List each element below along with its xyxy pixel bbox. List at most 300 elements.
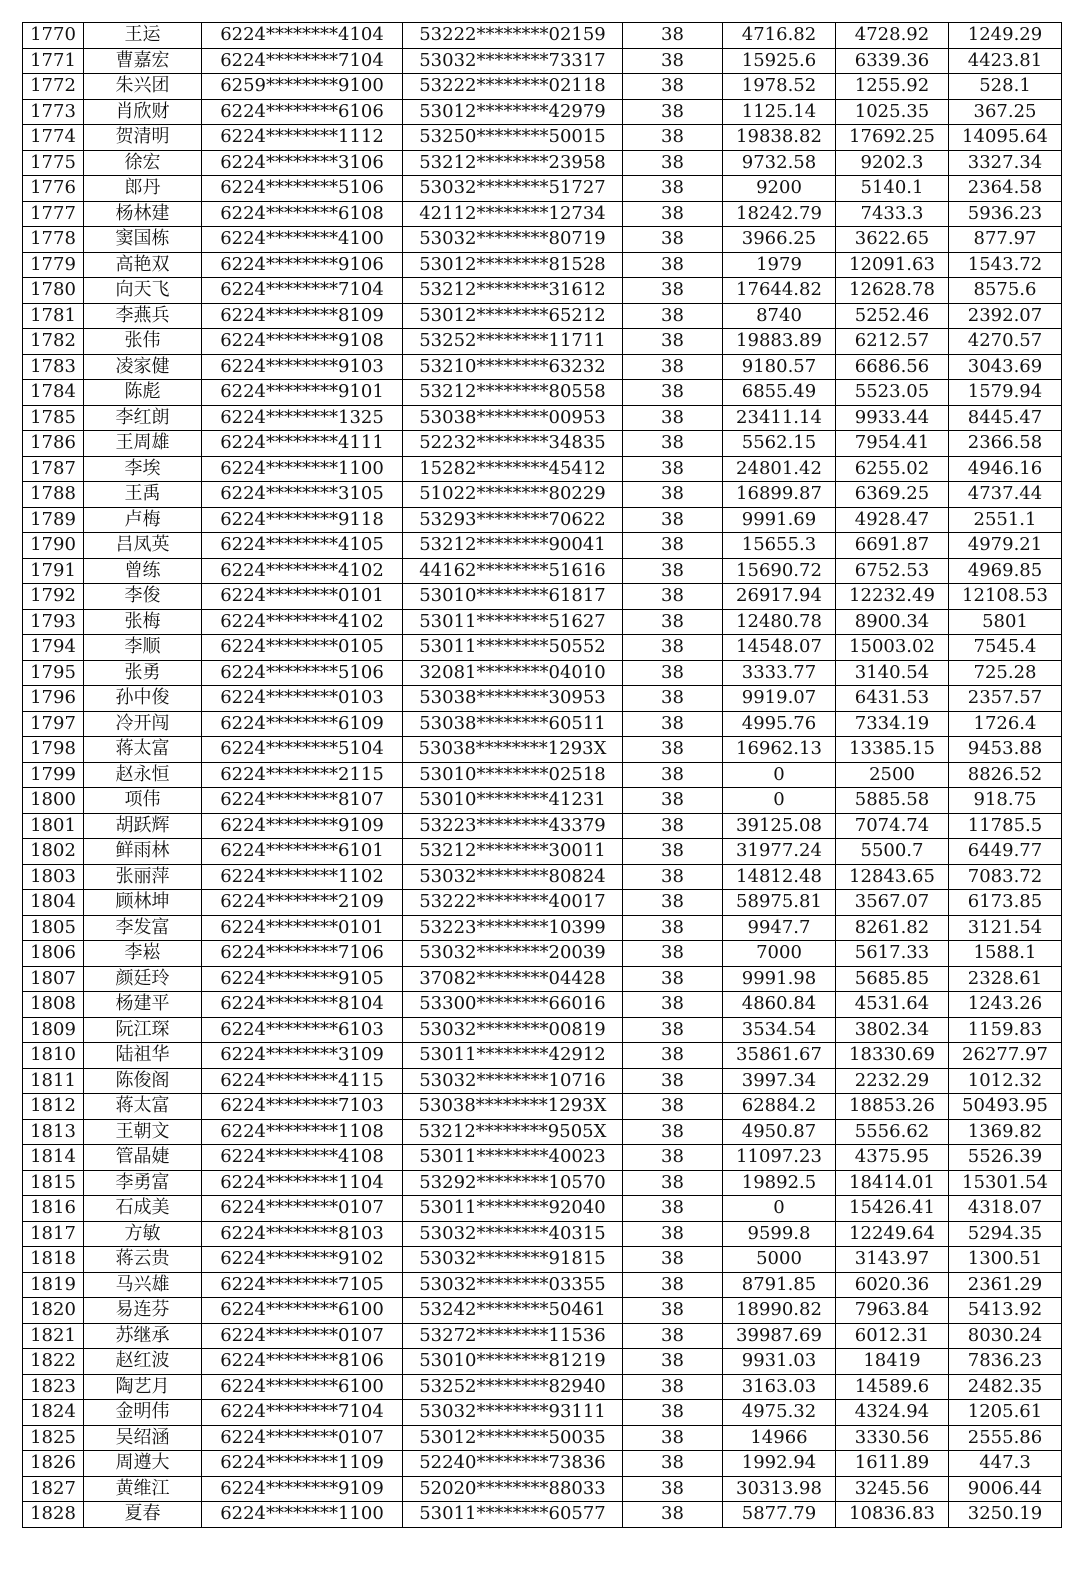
cell-id-number: 53032********73317 bbox=[403, 48, 623, 74]
cell-amount-3: 4423.81 bbox=[949, 48, 1062, 74]
cell-row-number: 1815 bbox=[23, 1170, 84, 1196]
cell-name: 吴绍涵 bbox=[84, 1425, 202, 1451]
cell-id-number: 53032********10716 bbox=[403, 1068, 623, 1094]
cell-name: 张勇 bbox=[84, 660, 202, 686]
cell-row-number: 1810 bbox=[23, 1043, 84, 1069]
cell-bank-card: 6224********6103 bbox=[202, 1017, 403, 1043]
cell-name: 高艳双 bbox=[84, 252, 202, 278]
cell-id-number: 53212********23958 bbox=[403, 150, 623, 176]
table-row bbox=[23, 201, 1062, 227]
cell-amount-1: 16962.13 bbox=[723, 737, 836, 763]
cell-count: 38 bbox=[623, 1196, 723, 1222]
cell-amount-1: 5877.79 bbox=[723, 1502, 836, 1528]
cell-id-number: 53223********10399 bbox=[403, 915, 623, 941]
cell-bank-card: 6224********9106 bbox=[202, 252, 403, 278]
table-row bbox=[23, 1017, 1062, 1043]
cell-name: 方敏 bbox=[84, 1221, 202, 1247]
cell-row-number: 1792 bbox=[23, 584, 84, 610]
cell-name: 杨林建 bbox=[84, 201, 202, 227]
cell-amount-3: 15301.54 bbox=[949, 1170, 1062, 1196]
cell-amount-2: 3330.56 bbox=[836, 1425, 949, 1451]
cell-count: 38 bbox=[623, 1451, 723, 1477]
cell-amount-1: 15655.3 bbox=[723, 533, 836, 559]
table-row bbox=[23, 329, 1062, 355]
table-row bbox=[23, 507, 1062, 533]
cell-amount-1: 17644.82 bbox=[723, 278, 836, 304]
cell-count: 38 bbox=[623, 405, 723, 431]
cell-count: 38 bbox=[623, 1323, 723, 1349]
cell-amount-2: 1025.35 bbox=[836, 99, 949, 125]
cell-amount-3: 1159.83 bbox=[949, 1017, 1062, 1043]
cell-amount-2: 6212.57 bbox=[836, 329, 949, 355]
cell-amount-2: 5523.05 bbox=[836, 380, 949, 406]
cell-amount-1: 23411.14 bbox=[723, 405, 836, 431]
table-row bbox=[23, 762, 1062, 788]
cell-name: 易连芬 bbox=[84, 1298, 202, 1324]
cell-id-number: 53252********82940 bbox=[403, 1374, 623, 1400]
cell-bank-card: 6224********5104 bbox=[202, 737, 403, 763]
cell-name: 蒋太富 bbox=[84, 1094, 202, 1120]
cell-bank-card: 6224********0101 bbox=[202, 584, 403, 610]
cell-name: 马兴雄 bbox=[84, 1272, 202, 1298]
cell-row-number: 1819 bbox=[23, 1272, 84, 1298]
cell-bank-card: 6224********1104 bbox=[202, 1170, 403, 1196]
cell-bank-card: 6224********6106 bbox=[202, 99, 403, 125]
cell-count: 38 bbox=[623, 1272, 723, 1298]
cell-row-number: 1806 bbox=[23, 941, 84, 967]
cell-bank-card: 6224********4115 bbox=[202, 1068, 403, 1094]
cell-name: 顾林坤 bbox=[84, 890, 202, 916]
cell-row-number: 1811 bbox=[23, 1068, 84, 1094]
cell-amount-1: 5000 bbox=[723, 1247, 836, 1273]
cell-bank-card: 6224********7105 bbox=[202, 1272, 403, 1298]
cell-name: 王禹 bbox=[84, 482, 202, 508]
cell-amount-3: 5413.92 bbox=[949, 1298, 1062, 1324]
cell-amount-2: 5140.1 bbox=[836, 176, 949, 202]
table-row bbox=[23, 1502, 1062, 1528]
cell-amount-1: 58975.81 bbox=[723, 890, 836, 916]
table-body bbox=[23, 23, 1062, 1528]
cell-amount-1: 1992.94 bbox=[723, 1451, 836, 1477]
cell-amount-3: 1300.51 bbox=[949, 1247, 1062, 1273]
cell-amount-2: 6369.25 bbox=[836, 482, 949, 508]
cell-bank-card: 6224********4111 bbox=[202, 431, 403, 457]
cell-amount-2: 3802.34 bbox=[836, 1017, 949, 1043]
cell-id-number: 53032********40315 bbox=[403, 1221, 623, 1247]
table-row bbox=[23, 609, 1062, 635]
cell-count: 38 bbox=[623, 788, 723, 814]
cell-count: 38 bbox=[623, 686, 723, 712]
table-row bbox=[23, 839, 1062, 865]
cell-id-number: 53011********40023 bbox=[403, 1145, 623, 1171]
data-table bbox=[22, 22, 1062, 1528]
cell-amount-1: 8740 bbox=[723, 303, 836, 329]
cell-name: 项伟 bbox=[84, 788, 202, 814]
cell-row-number: 1808 bbox=[23, 992, 84, 1018]
cell-amount-1: 16899.87 bbox=[723, 482, 836, 508]
cell-name: 李埃 bbox=[84, 456, 202, 482]
cell-row-number: 1802 bbox=[23, 839, 84, 865]
table-row bbox=[23, 74, 1062, 100]
cell-name: 颜廷玲 bbox=[84, 966, 202, 992]
cell-count: 38 bbox=[623, 890, 723, 916]
cell-id-number: 53242********50461 bbox=[403, 1298, 623, 1324]
cell-count: 38 bbox=[623, 303, 723, 329]
cell-bank-card: 6224********1109 bbox=[202, 1451, 403, 1477]
cell-amount-1: 9200 bbox=[723, 176, 836, 202]
cell-row-number: 1817 bbox=[23, 1221, 84, 1247]
cell-bank-card: 6224********8103 bbox=[202, 1221, 403, 1247]
cell-amount-2: 3143.97 bbox=[836, 1247, 949, 1273]
cell-id-number: 53010********61817 bbox=[403, 584, 623, 610]
cell-bank-card: 6224********7104 bbox=[202, 1400, 403, 1426]
cell-amount-1: 12480.78 bbox=[723, 609, 836, 635]
cell-amount-3: 1543.72 bbox=[949, 252, 1062, 278]
cell-count: 38 bbox=[623, 635, 723, 661]
cell-id-number: 32081********04010 bbox=[403, 660, 623, 686]
cell-id-number: 53011********42912 bbox=[403, 1043, 623, 1069]
cell-id-number: 53212********31612 bbox=[403, 278, 623, 304]
cell-amount-1: 0 bbox=[723, 788, 836, 814]
cell-count: 38 bbox=[623, 1425, 723, 1451]
table-row bbox=[23, 176, 1062, 202]
cell-row-number: 1783 bbox=[23, 354, 84, 380]
cell-name: 李发富 bbox=[84, 915, 202, 941]
cell-amount-2: 15003.02 bbox=[836, 635, 949, 661]
cell-bank-card: 6224********4108 bbox=[202, 1145, 403, 1171]
cell-amount-2: 5617.33 bbox=[836, 941, 949, 967]
cell-row-number: 1782 bbox=[23, 329, 84, 355]
cell-amount-1: 9991.69 bbox=[723, 507, 836, 533]
cell-name: 蒋云贵 bbox=[84, 1247, 202, 1273]
table-row bbox=[23, 1451, 1062, 1477]
table-row bbox=[23, 48, 1062, 74]
table-row bbox=[23, 227, 1062, 253]
cell-amount-3: 3121.54 bbox=[949, 915, 1062, 941]
cell-id-number: 53032********00819 bbox=[403, 1017, 623, 1043]
cell-count: 38 bbox=[623, 227, 723, 253]
cell-amount-1: 19883.89 bbox=[723, 329, 836, 355]
cell-row-number: 1780 bbox=[23, 278, 84, 304]
cell-amount-1: 62884.2 bbox=[723, 1094, 836, 1120]
cell-id-number: 53012********50035 bbox=[403, 1425, 623, 1451]
cell-row-number: 1771 bbox=[23, 48, 84, 74]
cell-amount-1: 9732.58 bbox=[723, 150, 836, 176]
cell-amount-1: 6855.49 bbox=[723, 380, 836, 406]
cell-amount-2: 6339.36 bbox=[836, 48, 949, 74]
cell-name: 黄维江 bbox=[84, 1476, 202, 1502]
cell-id-number: 53032********20039 bbox=[403, 941, 623, 967]
cell-amount-2: 18853.26 bbox=[836, 1094, 949, 1120]
cell-bank-card: 6224********4105 bbox=[202, 533, 403, 559]
cell-id-number: 53222********02159 bbox=[403, 23, 623, 49]
cell-name: 冷开闯 bbox=[84, 711, 202, 737]
cell-amount-2: 7954.41 bbox=[836, 431, 949, 457]
cell-count: 38 bbox=[623, 1247, 723, 1273]
cell-bank-card: 6224********1325 bbox=[202, 405, 403, 431]
cell-row-number: 1794 bbox=[23, 635, 84, 661]
cell-amount-3: 11785.5 bbox=[949, 813, 1062, 839]
table-row bbox=[23, 686, 1062, 712]
cell-name: 曹嘉宏 bbox=[84, 48, 202, 74]
cell-id-number: 53032********03355 bbox=[403, 1272, 623, 1298]
cell-row-number: 1823 bbox=[23, 1374, 84, 1400]
cell-amount-2: 9933.44 bbox=[836, 405, 949, 431]
cell-bank-card: 6224********6100 bbox=[202, 1298, 403, 1324]
cell-bank-card: 6224********4104 bbox=[202, 23, 403, 49]
table-row bbox=[23, 125, 1062, 151]
cell-name: 李红朗 bbox=[84, 405, 202, 431]
cell-id-number: 53210********63232 bbox=[403, 354, 623, 380]
cell-name: 李崧 bbox=[84, 941, 202, 967]
cell-id-number: 53038********00953 bbox=[403, 405, 623, 431]
cell-id-number: 53292********10570 bbox=[403, 1170, 623, 1196]
cell-bank-card: 6224********7104 bbox=[202, 278, 403, 304]
cell-row-number: 1776 bbox=[23, 176, 84, 202]
cell-count: 38 bbox=[623, 252, 723, 278]
cell-id-number: 53010********41231 bbox=[403, 788, 623, 814]
cell-amount-2: 1255.92 bbox=[836, 74, 949, 100]
cell-amount-3: 3043.69 bbox=[949, 354, 1062, 380]
cell-name: 吕凤英 bbox=[84, 533, 202, 559]
cell-amount-2: 17692.25 bbox=[836, 125, 949, 151]
cell-amount-3: 4979.21 bbox=[949, 533, 1062, 559]
cell-bank-card: 6224********9105 bbox=[202, 966, 403, 992]
cell-amount-3: 1243.26 bbox=[949, 992, 1062, 1018]
table-row bbox=[23, 1196, 1062, 1222]
cell-bank-card: 6224********7106 bbox=[202, 941, 403, 967]
cell-name: 李俊 bbox=[84, 584, 202, 610]
table-row bbox=[23, 788, 1062, 814]
cell-bank-card: 6259********9100 bbox=[202, 74, 403, 100]
cell-amount-3: 528.1 bbox=[949, 74, 1062, 100]
table-row bbox=[23, 864, 1062, 890]
cell-row-number: 1801 bbox=[23, 813, 84, 839]
cell-row-number: 1791 bbox=[23, 558, 84, 584]
cell-amount-3: 50493.95 bbox=[949, 1094, 1062, 1120]
cell-count: 38 bbox=[623, 992, 723, 1018]
cell-amount-1: 1979 bbox=[723, 252, 836, 278]
table-row bbox=[23, 431, 1062, 457]
cell-amount-1: 8791.85 bbox=[723, 1272, 836, 1298]
cell-amount-1: 7000 bbox=[723, 941, 836, 967]
cell-row-number: 1807 bbox=[23, 966, 84, 992]
cell-name: 金明伟 bbox=[84, 1400, 202, 1426]
table-row bbox=[23, 150, 1062, 176]
cell-count: 38 bbox=[623, 1502, 723, 1528]
cell-amount-1: 26917.94 bbox=[723, 584, 836, 610]
cell-amount-1: 3997.34 bbox=[723, 1068, 836, 1094]
cell-name: 苏继承 bbox=[84, 1323, 202, 1349]
cell-amount-3: 2482.35 bbox=[949, 1374, 1062, 1400]
cell-amount-2: 6020.36 bbox=[836, 1272, 949, 1298]
table-row bbox=[23, 941, 1062, 967]
cell-row-number: 1824 bbox=[23, 1400, 84, 1426]
cell-name: 郎丹 bbox=[84, 176, 202, 202]
table-row bbox=[23, 1298, 1062, 1324]
cell-name: 徐宏 bbox=[84, 150, 202, 176]
cell-amount-3: 4318.07 bbox=[949, 1196, 1062, 1222]
cell-amount-1: 14812.48 bbox=[723, 864, 836, 890]
cell-amount-3: 2328.61 bbox=[949, 966, 1062, 992]
table-row bbox=[23, 584, 1062, 610]
cell-row-number: 1809 bbox=[23, 1017, 84, 1043]
cell-count: 38 bbox=[623, 1298, 723, 1324]
cell-row-number: 1797 bbox=[23, 711, 84, 737]
cell-bank-card: 6224********7104 bbox=[202, 48, 403, 74]
cell-row-number: 1789 bbox=[23, 507, 84, 533]
cell-amount-1: 31977.24 bbox=[723, 839, 836, 865]
cell-amount-2: 4531.64 bbox=[836, 992, 949, 1018]
cell-amount-3: 2364.58 bbox=[949, 176, 1062, 202]
cell-name: 凌家健 bbox=[84, 354, 202, 380]
cell-amount-2: 7334.19 bbox=[836, 711, 949, 737]
cell-id-number: 51022********80229 bbox=[403, 482, 623, 508]
cell-bank-card: 6224********0105 bbox=[202, 635, 403, 661]
cell-count: 38 bbox=[623, 1374, 723, 1400]
cell-amount-3: 2555.86 bbox=[949, 1425, 1062, 1451]
cell-row-number: 1805 bbox=[23, 915, 84, 941]
cell-count: 38 bbox=[623, 48, 723, 74]
table-row bbox=[23, 405, 1062, 431]
cell-count: 38 bbox=[623, 380, 723, 406]
cell-row-number: 1779 bbox=[23, 252, 84, 278]
cell-id-number: 53293********70622 bbox=[403, 507, 623, 533]
cell-name: 周遵大 bbox=[84, 1451, 202, 1477]
table-row bbox=[23, 558, 1062, 584]
cell-amount-2: 4375.95 bbox=[836, 1145, 949, 1171]
cell-amount-2: 6691.87 bbox=[836, 533, 949, 559]
cell-count: 38 bbox=[623, 711, 723, 737]
cell-row-number: 1812 bbox=[23, 1094, 84, 1120]
cell-amount-2: 4324.94 bbox=[836, 1400, 949, 1426]
cell-amount-2: 4728.92 bbox=[836, 23, 949, 49]
cell-bank-card: 6224********3109 bbox=[202, 1043, 403, 1069]
cell-name: 李燕兵 bbox=[84, 303, 202, 329]
cell-id-number: 53212********9505X bbox=[403, 1119, 623, 1145]
cell-amount-3: 5801 bbox=[949, 609, 1062, 635]
cell-amount-2: 1611.89 bbox=[836, 1451, 949, 1477]
cell-count: 38 bbox=[623, 1094, 723, 1120]
cell-row-number: 1777 bbox=[23, 201, 84, 227]
cell-bank-card: 6224********5106 bbox=[202, 176, 403, 202]
cell-amount-3: 1205.61 bbox=[949, 1400, 1062, 1426]
cell-amount-2: 6255.02 bbox=[836, 456, 949, 482]
cell-amount-3: 8575.6 bbox=[949, 278, 1062, 304]
cell-amount-1: 3163.03 bbox=[723, 1374, 836, 1400]
cell-amount-3: 26277.97 bbox=[949, 1043, 1062, 1069]
cell-id-number: 53011********60577 bbox=[403, 1502, 623, 1528]
cell-id-number: 52240********73836 bbox=[403, 1451, 623, 1477]
cell-count: 38 bbox=[623, 1068, 723, 1094]
cell-count: 38 bbox=[623, 431, 723, 457]
cell-name: 陶艺月 bbox=[84, 1374, 202, 1400]
cell-name: 王周雄 bbox=[84, 431, 202, 457]
cell-count: 38 bbox=[623, 813, 723, 839]
cell-id-number: 53010********02518 bbox=[403, 762, 623, 788]
cell-amount-3: 8445.47 bbox=[949, 405, 1062, 431]
cell-bank-card: 6224********0107 bbox=[202, 1425, 403, 1451]
cell-amount-2: 3245.56 bbox=[836, 1476, 949, 1502]
cell-name: 贺清明 bbox=[84, 125, 202, 151]
cell-id-number: 53212********80558 bbox=[403, 380, 623, 406]
cell-amount-1: 4995.76 bbox=[723, 711, 836, 737]
cell-amount-1: 19892.5 bbox=[723, 1170, 836, 1196]
cell-amount-2: 3567.07 bbox=[836, 890, 949, 916]
cell-amount-3: 2361.29 bbox=[949, 1272, 1062, 1298]
cell-row-number: 1821 bbox=[23, 1323, 84, 1349]
cell-count: 38 bbox=[623, 1349, 723, 1375]
cell-amount-1: 4975.32 bbox=[723, 1400, 836, 1426]
cell-amount-3: 4737.44 bbox=[949, 482, 1062, 508]
cell-amount-3: 1369.82 bbox=[949, 1119, 1062, 1145]
cell-amount-3: 918.75 bbox=[949, 788, 1062, 814]
cell-amount-2: 6686.56 bbox=[836, 354, 949, 380]
cell-id-number: 53012********65212 bbox=[403, 303, 623, 329]
cell-row-number: 1816 bbox=[23, 1196, 84, 1222]
table-row bbox=[23, 23, 1062, 49]
table-row bbox=[23, 711, 1062, 737]
cell-id-number: 53252********11711 bbox=[403, 329, 623, 355]
cell-amount-3: 1588.1 bbox=[949, 941, 1062, 967]
cell-amount-2: 6431.53 bbox=[836, 686, 949, 712]
cell-row-number: 1825 bbox=[23, 1425, 84, 1451]
cell-amount-3: 877.97 bbox=[949, 227, 1062, 253]
cell-id-number: 53038********30953 bbox=[403, 686, 623, 712]
cell-bank-card: 6224********7103 bbox=[202, 1094, 403, 1120]
table-row bbox=[23, 1400, 1062, 1426]
cell-id-number: 53032********91815 bbox=[403, 1247, 623, 1273]
table-row bbox=[23, 1247, 1062, 1273]
cell-count: 38 bbox=[623, 354, 723, 380]
cell-amount-3: 7545.4 bbox=[949, 635, 1062, 661]
cell-amount-3: 5936.23 bbox=[949, 201, 1062, 227]
cell-amount-1: 4860.84 bbox=[723, 992, 836, 1018]
cell-amount-2: 7963.84 bbox=[836, 1298, 949, 1324]
cell-name: 陈彪 bbox=[84, 380, 202, 406]
cell-amount-3: 1726.4 bbox=[949, 711, 1062, 737]
cell-row-number: 1827 bbox=[23, 1476, 84, 1502]
table-row bbox=[23, 482, 1062, 508]
cell-count: 38 bbox=[623, 176, 723, 202]
cell-name: 赵红波 bbox=[84, 1349, 202, 1375]
cell-amount-1: 3333.77 bbox=[723, 660, 836, 686]
cell-amount-2: 5556.62 bbox=[836, 1119, 949, 1145]
cell-amount-1: 39987.69 bbox=[723, 1323, 836, 1349]
table-row bbox=[23, 278, 1062, 304]
cell-amount-1: 19838.82 bbox=[723, 125, 836, 151]
cell-name: 赵永恒 bbox=[84, 762, 202, 788]
cell-name: 曾练 bbox=[84, 558, 202, 584]
cell-count: 38 bbox=[623, 278, 723, 304]
cell-amount-2: 7433.3 bbox=[836, 201, 949, 227]
cell-count: 38 bbox=[623, 150, 723, 176]
cell-amount-3: 9006.44 bbox=[949, 1476, 1062, 1502]
cell-amount-2: 2232.29 bbox=[836, 1068, 949, 1094]
cell-row-number: 1818 bbox=[23, 1247, 84, 1273]
cell-id-number: 53032********51727 bbox=[403, 176, 623, 202]
cell-count: 38 bbox=[623, 1145, 723, 1171]
cell-row-number: 1775 bbox=[23, 150, 84, 176]
cell-amount-1: 4950.87 bbox=[723, 1119, 836, 1145]
cell-count: 38 bbox=[623, 660, 723, 686]
cell-row-number: 1787 bbox=[23, 456, 84, 482]
cell-row-number: 1774 bbox=[23, 125, 84, 151]
cell-id-number: 53011********50552 bbox=[403, 635, 623, 661]
cell-amount-2: 6752.53 bbox=[836, 558, 949, 584]
cell-id-number: 53032********80824 bbox=[403, 864, 623, 890]
cell-amount-3: 367.25 bbox=[949, 99, 1062, 125]
